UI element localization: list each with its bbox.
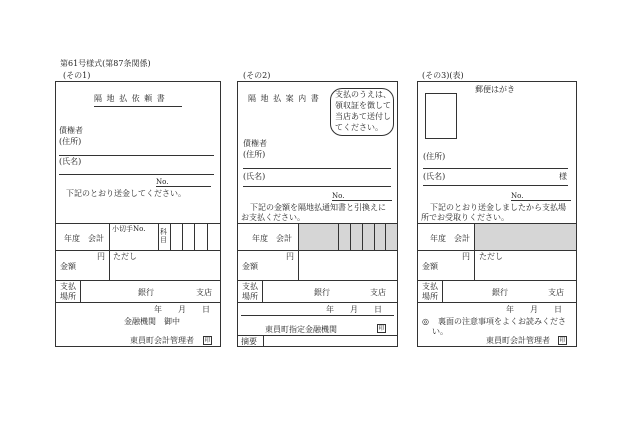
col-divider	[158, 223, 159, 250]
branch-label: 支店	[196, 288, 212, 297]
address-label: (住所)	[243, 150, 266, 159]
treasurer-label: 東員町会計管理者	[130, 336, 194, 345]
amount-label: 金額	[242, 262, 258, 271]
year-account-label: 年度 会計	[64, 234, 104, 243]
notice-text: 下記の金額を隔地払通知書と引換えに	[250, 203, 386, 212]
row-divider	[56, 250, 220, 251]
name-line	[423, 185, 568, 186]
no-line	[332, 200, 392, 201]
date-label: 年 月 日	[506, 305, 562, 314]
recipient-label: 金融機関 御中	[124, 317, 180, 326]
date-label: 年 月 日	[154, 305, 210, 314]
col-divider	[207, 223, 208, 250]
amount-label: 金額	[422, 262, 438, 271]
notice-text: 下記のとおり送金してください。	[66, 189, 186, 198]
card1-title: 隔 地 払 依 頼 書	[94, 94, 166, 103]
col-divider	[474, 250, 475, 280]
name-line	[243, 186, 391, 187]
address-line	[243, 168, 391, 169]
no-line	[156, 186, 211, 187]
col-divider	[350, 223, 351, 250]
bubble-line: てください。	[335, 123, 383, 132]
row-divider	[238, 335, 397, 336]
col-divider	[298, 250, 299, 280]
address-label: (住所)	[423, 152, 446, 161]
name-line	[59, 174, 214, 175]
no-label: No.	[156, 178, 169, 186]
date-underline	[241, 315, 394, 316]
bubble-line: 当店あて送付し	[335, 112, 391, 121]
row-divider	[56, 302, 220, 303]
col-divider	[374, 223, 375, 250]
card2-tag: (その2)	[243, 71, 271, 80]
no-label: No.	[511, 192, 524, 200]
seal-mark: 印	[204, 337, 211, 344]
item-label: 科目	[160, 228, 167, 244]
yen-label: 円	[462, 252, 470, 261]
row-divider	[238, 302, 397, 303]
sama-label: 様	[559, 172, 567, 181]
row-divider	[418, 250, 576, 251]
col-divider	[262, 280, 263, 302]
yen-label: 円	[286, 252, 294, 261]
address-line	[423, 168, 568, 169]
row-divider	[56, 223, 220, 224]
caution-text: い。	[432, 327, 448, 336]
col-divider	[442, 280, 443, 302]
col-divider	[194, 223, 195, 250]
notice-text: 下記のとおり送金しましたから支払場	[430, 203, 566, 212]
name-label: (氏名)	[243, 172, 266, 181]
no-label: No.	[332, 192, 345, 200]
year-account-label: 年度 会計	[252, 234, 292, 243]
title-underline	[94, 106, 182, 107]
amount-label: 金額	[60, 262, 76, 271]
bubble-line: 支払のうえは、	[335, 90, 391, 99]
card1-remittance-request	[55, 81, 221, 347]
col-divider	[338, 223, 339, 250]
bank-label: 銀行	[492, 288, 508, 297]
stamp-box	[425, 93, 457, 139]
row-divider	[238, 250, 397, 251]
card2-remittance-notice	[237, 81, 398, 347]
col-divider	[80, 280, 81, 302]
branch-label: 支店	[370, 288, 386, 297]
date-label: 年 月 日	[326, 305, 382, 314]
notice-text: お支払ください。	[241, 213, 305, 222]
creditor-label: 債権者	[59, 126, 83, 135]
postcard-label: 郵便はがき	[475, 85, 515, 94]
form-number: 第61号様式(第87条関係)	[60, 59, 151, 68]
address-line	[59, 155, 214, 156]
col-divider	[362, 223, 363, 250]
address-label: (住所)	[59, 137, 82, 146]
col-divider	[385, 223, 386, 250]
treasurer-label: 東員町会計管理者	[486, 336, 550, 345]
proviso-label: ただし	[113, 252, 137, 261]
yen-label: 円	[97, 252, 105, 261]
name-label: (氏名)	[59, 157, 82, 166]
card2-title: 隔 地 払 案 内 書	[248, 94, 320, 103]
shaded-cell	[475, 224, 576, 250]
year-account-label: 年度 会計	[430, 234, 470, 243]
bank-label: 銀行	[138, 288, 154, 297]
proviso-label: ただし	[479, 252, 503, 261]
no-line	[511, 200, 571, 201]
col-divider	[109, 223, 110, 250]
card3-postcard	[417, 81, 577, 347]
seal-mark: 印	[378, 325, 385, 332]
col-divider	[263, 335, 264, 346]
name-label: (氏名)	[423, 172, 446, 181]
caution-text: 裏面の注意事項をよくお読みくださ	[438, 317, 566, 326]
check-no-label: 小切手No.	[112, 225, 146, 233]
notice-text: 所でお受取りください。	[421, 213, 509, 222]
col-divider	[182, 223, 183, 250]
summary-label: 摘要	[241, 337, 257, 346]
designated-bank-label: 東員町指定金融機関	[265, 325, 337, 334]
seal-mark: 印	[559, 337, 566, 344]
shaded-cell	[299, 224, 397, 250]
col-divider	[109, 250, 110, 280]
pay-place-label: 支払場所	[242, 282, 258, 301]
card3-tag: (その3)(表)	[422, 71, 464, 80]
pay-place-label: 支払場所	[60, 282, 76, 301]
bank-label: 銀行	[314, 288, 330, 297]
branch-label: 支店	[548, 288, 564, 297]
bubble-line: 領収証を徴して	[335, 101, 391, 110]
pay-place-label: 支払場所	[422, 282, 438, 301]
card1-tag: (その1)	[63, 71, 91, 80]
creditor-label: 債権者	[243, 139, 267, 148]
caution-mark-icon: ◎	[422, 317, 429, 326]
col-divider	[170, 223, 171, 250]
row-divider	[418, 302, 576, 303]
